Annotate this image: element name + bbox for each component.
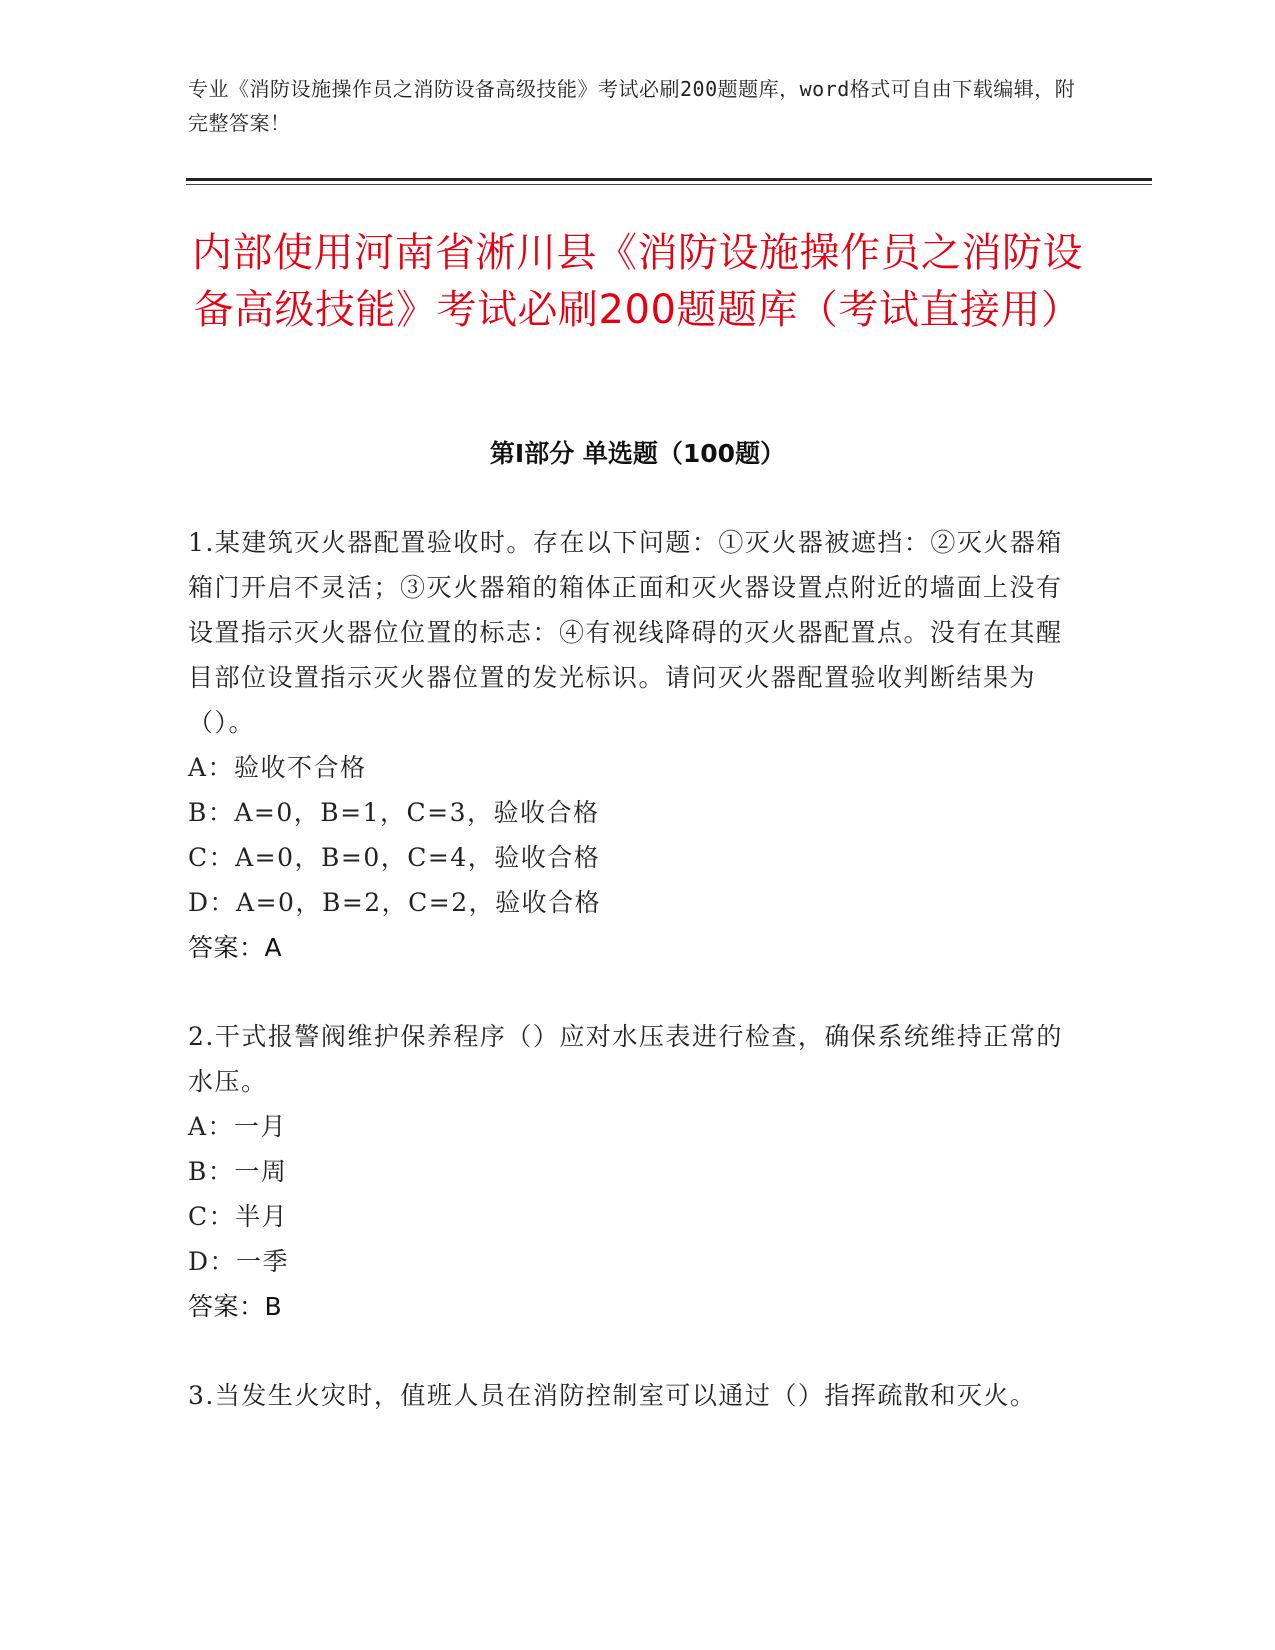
- option-b: B：一周: [188, 1157, 288, 1186]
- header-note: 专业《消防设施操作员之消防设备高级技能》考试必刷200题题库，word格式可自由下载编辑，附完整答案！: [188, 77, 1076, 135]
- question-1: [188, 520, 1068, 970]
- answer-line: [188, 925, 1068, 970]
- question-stem: 3.当发生火灾时，值班人员在消防控制室可以通过（）指挥疏散和灭火。: [188, 1381, 1037, 1410]
- header-rule-thin: [186, 184, 1152, 185]
- answer-line: [188, 1284, 1068, 1329]
- answer-label: 答案：: [188, 1292, 265, 1321]
- question-stem: 2.干式报警阀维护保养程序（）应对水压表进行检查，确保系统维持正常的水压。: [188, 1022, 1063, 1096]
- header-rule-thick: [186, 178, 1152, 181]
- option-d: D：A=0，B=2，C=2，验收合格: [188, 888, 602, 917]
- question-2: [188, 1014, 1068, 1329]
- option-a: A：一月: [188, 1112, 288, 1141]
- option-a: A：验收不合格: [188, 753, 367, 782]
- option-b: B：A=0，B=1，C=3，验收合格: [188, 798, 600, 827]
- question-3: [188, 1373, 1068, 1418]
- section-title: 第Ⅰ部分 单选题（100题）: [489, 439, 786, 468]
- option-c: C：半月: [188, 1202, 289, 1231]
- option-d: D：一季: [188, 1247, 290, 1276]
- document-title: 内部使用河南省淅川县《消防设施操作员之消防设备高级技能》考试必刷200题题库（考试直接用）: [192, 230, 1083, 333]
- option-c: C：A=0，B=0，C=4，验收合格: [188, 843, 601, 872]
- answer-value: B: [264, 1292, 283, 1321]
- answer-value: A: [264, 933, 283, 962]
- question-list: [188, 520, 1068, 1462]
- answer-label: 答案：: [188, 933, 265, 962]
- question-stem: 1.某建筑灭火器配置验收时。存在以下问题：①灭火器被遮挡：②灭火器箱箱门开启不灵活；③灭火器箱的箱体正面和灭火器设置点附近的墙面上没有设置指示灭火器位位置的标志：④有视线降碍的灭火器配置点。没有在其醒目部位设置指示灭火器位置的发光标识。请问灭火器配置验收判断结果为（）。: [188, 528, 1063, 737]
